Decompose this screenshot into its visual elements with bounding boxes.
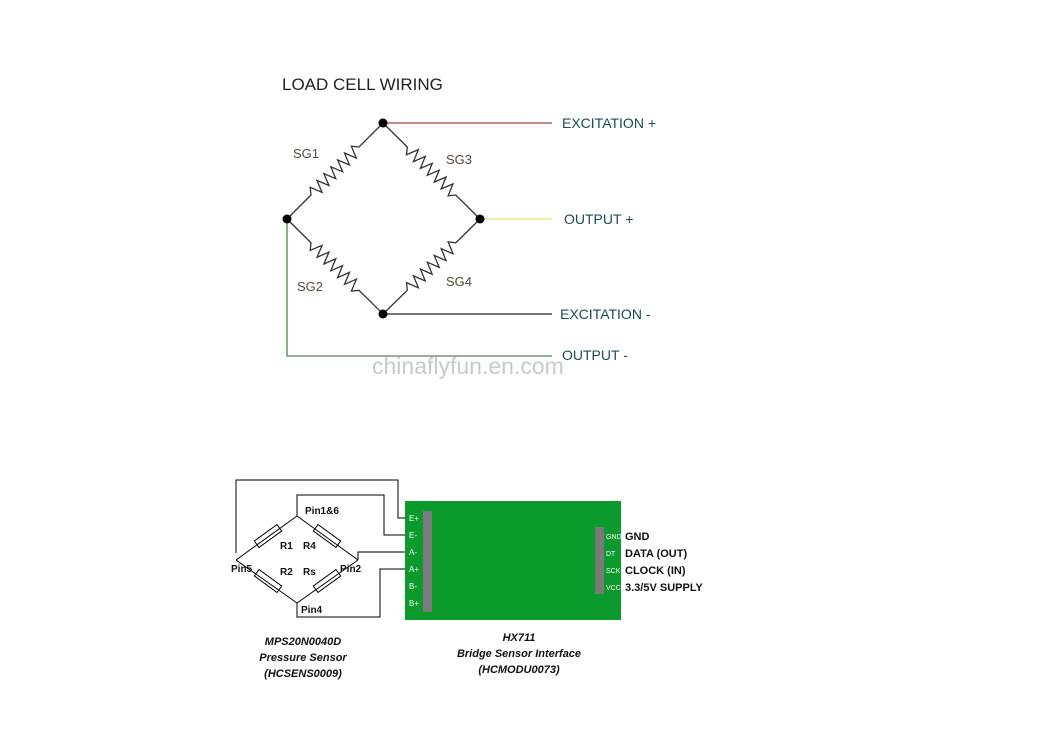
left-node [283, 215, 292, 224]
pin-e-minus: E- [409, 531, 417, 540]
right-header [595, 527, 604, 594]
signal-data: DATA (OUT) [625, 548, 688, 560]
pin-e-plus: E+ [409, 514, 420, 523]
r4-label: R4 [303, 541, 316, 552]
output-plus-label: OUTPUT + [564, 211, 634, 227]
hx711-caption-3: (HCMODU0073) [478, 664, 560, 676]
pressure-sensor-bridge [236, 516, 358, 603]
output-minus-label: OUTPUT - [562, 347, 628, 363]
pin-b-minus: B- [409, 582, 417, 591]
r1-label: R1 [280, 541, 293, 552]
excitation-plus-label: EXCITATION + [562, 115, 656, 131]
pin4-label: Pin4 [301, 605, 323, 616]
signal-gnd: GND [625, 531, 650, 543]
load-cell-title: LOAD CELL WIRING [282, 75, 443, 94]
right-node [476, 215, 485, 224]
hx711-caption-2: Bridge Sensor Interface [456, 648, 582, 660]
bottom-node [379, 310, 388, 319]
signal-clock: CLOCK (IN) [625, 565, 686, 577]
excitation-minus-label: EXCITATION - [560, 306, 651, 322]
sensor-caption-1: MPS20N0040D [264, 636, 342, 648]
sg1-gauge [287, 123, 383, 219]
pin-vcc: VCC [606, 585, 621, 592]
signal-supply: 3.3/5V SUPPLY [625, 582, 703, 594]
hx711-caption-1: HX711 [502, 632, 536, 644]
hx711-board [405, 501, 621, 620]
watermark: chinaflyfun.en.com [372, 353, 564, 379]
pin16-label: Pin1&6 [305, 506, 339, 517]
pin5-label: Pin5 [231, 564, 253, 575]
pin-b-plus: B+ [409, 599, 420, 608]
pin2-label: Pin2 [340, 564, 362, 575]
pin-a-minus: A- [409, 548, 417, 557]
pin-a-plus: A+ [409, 565, 420, 574]
sg4-gauge [383, 219, 480, 314]
rs-label: Rs [303, 567, 316, 578]
sg3-gauge [383, 123, 480, 219]
r2-label: R2 [280, 567, 293, 578]
left-header [423, 511, 432, 612]
pin-sck: SCK [606, 568, 621, 575]
sensor-caption-2: Pressure Sensor [259, 652, 347, 664]
sensor-to-hx711-wires [236, 480, 420, 617]
sg1-label: SG1 [293, 146, 320, 161]
sg2-label: SG2 [297, 279, 324, 294]
sg4-label: SG4 [446, 274, 473, 289]
top-node [379, 119, 388, 128]
sg3-label: SG3 [446, 152, 473, 167]
pin-gnd: GND [606, 534, 622, 541]
output-minus-wire [287, 219, 552, 356]
sg2-gauge [287, 219, 383, 314]
pin-dt: DT [606, 551, 616, 558]
sensor-caption-3: (HCSENS0009) [264, 668, 342, 680]
